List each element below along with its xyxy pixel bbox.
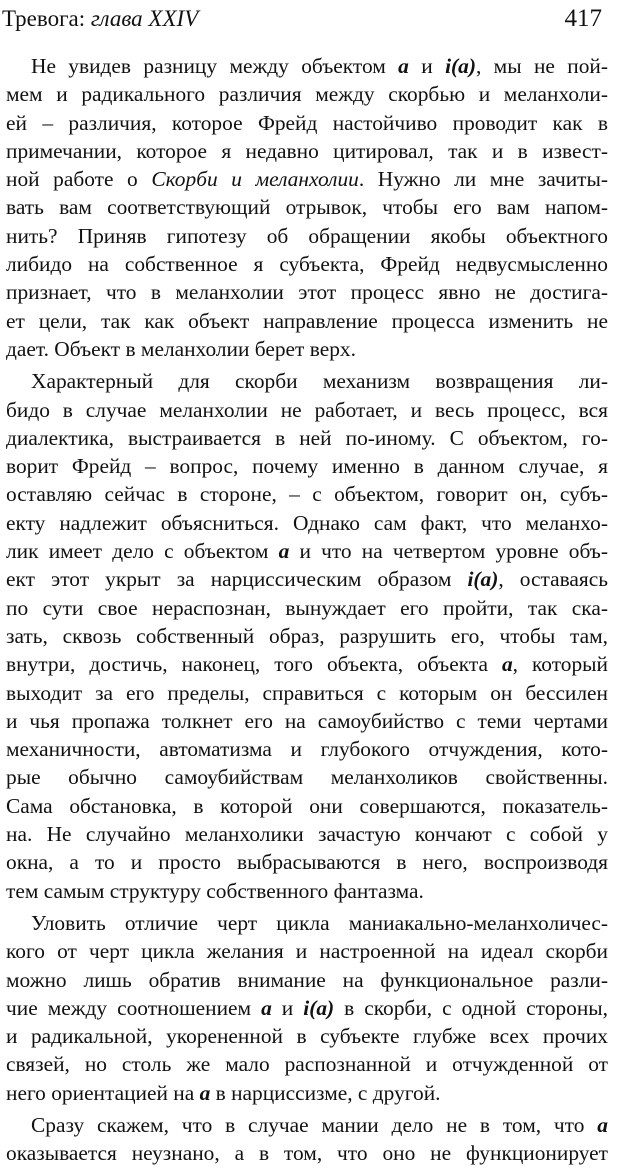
text-line xyxy=(6,994,608,1022)
text-run: Уловить отличие черт цикла маниакально-меланхоличес- xyxy=(31,910,608,935)
text-run: оставляю сейчас в стороне, – с объектом, говорит он, субъ- xyxy=(6,482,608,507)
text-run: и что на четвертом уровне объ- xyxy=(289,539,608,564)
text-run: и радикальной, укорененной в субъекте глубже всех прочих xyxy=(6,1024,608,1049)
text-line xyxy=(6,222,608,250)
paragraph xyxy=(6,1111,608,1168)
text-run: на. Не случайно меланхолики зачастую кончают с собой у xyxy=(6,822,608,847)
chapter-title xyxy=(2,6,198,32)
text-line xyxy=(6,966,608,994)
text-line xyxy=(6,707,608,735)
text-run: ной работе о xyxy=(6,167,152,192)
text-run: , мы не пой- xyxy=(475,54,608,78)
paragraph xyxy=(6,52,608,363)
text-line xyxy=(6,1022,608,1050)
text-run: лик имеет дело с объектом xyxy=(6,539,279,564)
text-line xyxy=(6,877,608,905)
text-run: ей – различия, которое Фрейд настойчиво проводит как в xyxy=(6,110,608,135)
text-line xyxy=(6,193,608,221)
text-run: и чья пропажа толкнет его на самоубийство с теми чертами xyxy=(6,708,608,733)
math-variable: a xyxy=(199,1080,211,1105)
text-run: нить? Приняв гипотезу об обращении якобы объектного xyxy=(6,223,608,248)
text-line xyxy=(6,1111,608,1139)
math-variable: a xyxy=(597,1112,608,1137)
text-run: можно лишь обратив внимание на функциональное разли- xyxy=(6,967,608,992)
text-run: окна, а то и просто выбрасываются в него, воспроизводя xyxy=(6,850,608,875)
text-run: дает. Объект в меланхолии берет верх. xyxy=(6,336,356,361)
text-line xyxy=(6,735,608,763)
text-run: него ориентацией на xyxy=(6,1080,200,1105)
text-run: тем самым структуру собственного фантазма. xyxy=(6,878,424,903)
text-line xyxy=(6,537,608,565)
text-line xyxy=(6,109,608,137)
text-line xyxy=(6,937,608,965)
math-variable: i(a) xyxy=(303,995,335,1020)
text-line xyxy=(6,509,608,537)
text-run: либидо на собственное я субъекта, Фрейд недвусмысленно xyxy=(6,252,608,277)
text-run: диалектика, выстраивается в ней по-иному. С объектом, го- xyxy=(6,425,608,450)
text-line xyxy=(6,679,608,707)
text-run: в скорби, с одной стороны, xyxy=(334,995,608,1020)
math-variable: a xyxy=(398,54,409,78)
text-line xyxy=(6,763,608,791)
text-run: зать, сквозь собственный образ, разрушить его, чтобы там, xyxy=(6,623,608,648)
math-variable: a xyxy=(278,539,290,564)
text-line xyxy=(6,452,608,480)
text-run: оказывается неузнано, а в том, что оно не функционирует xyxy=(6,1141,608,1166)
running-header xyxy=(0,4,612,34)
text-line xyxy=(6,909,608,937)
text-line xyxy=(6,650,608,678)
text-run: связей, но столь же мало распознанной и отчужденной от xyxy=(6,1052,608,1077)
text-line xyxy=(6,52,608,80)
text-run: екту надлежит объясниться. Однако сам факт, что меланхо- xyxy=(6,510,608,535)
text-run: внутри, достичь, наконец, того объекта, объекта xyxy=(6,652,502,677)
math-variable: i(a) xyxy=(467,567,499,592)
text-line xyxy=(6,594,608,622)
text-run: ект этот укрыт за нарциссическим образом xyxy=(6,567,468,592)
text-run: Не увидев разницу между объектом xyxy=(31,54,399,78)
chapter-label: глава XXIV xyxy=(90,6,199,31)
text-run: признает, что в меланхолии этот процесс явно не достига- xyxy=(6,280,608,305)
text-run: вать вам соответствующий отрывок, чтобы его вам напом- xyxy=(6,195,608,220)
text-run: , который xyxy=(512,652,608,677)
text-line xyxy=(6,367,608,395)
text-run: ет цели, так как объект направление процесса изменить не xyxy=(6,308,608,333)
math-variable: i(a) xyxy=(445,54,476,78)
text-line xyxy=(6,250,608,278)
text-line xyxy=(6,622,608,650)
text-line xyxy=(6,80,608,108)
math-variable: a xyxy=(261,995,272,1020)
paragraph xyxy=(6,367,608,905)
text-run: Сама обстановка, в которой они совершаются, показатель- xyxy=(6,793,608,818)
text-line xyxy=(6,792,608,820)
book-title: Тревога: xyxy=(2,6,91,31)
text-line xyxy=(6,848,608,876)
text-line xyxy=(6,278,608,306)
text-run: примечании, которое я недавно цитировал, так и в извест- xyxy=(6,138,608,163)
page-number: 417 xyxy=(564,5,602,32)
text-line xyxy=(6,1139,608,1167)
text-line xyxy=(6,424,608,452)
text-line xyxy=(6,165,608,193)
paragraph xyxy=(6,909,608,1107)
text-run: Сразу скажем, что в случае мании дело не в том, что xyxy=(31,1112,598,1137)
text-run: по сути свое нераспознан, вынуждает его пройти, так ска- xyxy=(6,595,608,620)
body-text xyxy=(6,52,608,1172)
text-run: выходит за его пределы, справиться с которым он бессилен xyxy=(6,680,608,705)
text-run: механичности, автоматизма и глубокого отчуждения, кото- xyxy=(6,737,608,762)
text-run: и xyxy=(408,54,446,78)
text-line xyxy=(6,396,608,424)
text-line xyxy=(6,307,608,335)
text-run: мем и радикального различия между скорбью и меланхоли- xyxy=(6,82,608,107)
text-line xyxy=(6,820,608,848)
book-title-italic: Скорби и меланхолии xyxy=(151,167,359,192)
text-run: бидо в случае меланхолии не работает, и весь процесс, вся xyxy=(6,397,608,422)
text-run: ворит Фрейд – вопрос, почему именно в данном случае, я xyxy=(6,454,608,479)
text-line xyxy=(6,565,608,593)
text-line xyxy=(6,137,608,165)
math-variable: a xyxy=(501,652,513,677)
text-run: , оставаясь xyxy=(498,567,608,592)
text-line xyxy=(6,335,608,363)
text-run: в нарциссизме, с другой. xyxy=(210,1080,441,1105)
text-run: . Нужно ли мне зачиты- xyxy=(358,167,608,192)
text-line xyxy=(6,1050,608,1078)
text-line xyxy=(6,1079,608,1107)
text-run: Характерный для скорби механизм возвращения ли- xyxy=(31,369,608,394)
text-run: чие между соотношением xyxy=(6,995,262,1020)
text-run: кого от черт цикла желания и настроенной на идеал скорби xyxy=(6,939,608,964)
text-run: рые обычно самоубийствам меланхоликов свойственны. xyxy=(6,765,608,790)
text-run: и xyxy=(271,995,304,1020)
text-line xyxy=(6,480,608,508)
